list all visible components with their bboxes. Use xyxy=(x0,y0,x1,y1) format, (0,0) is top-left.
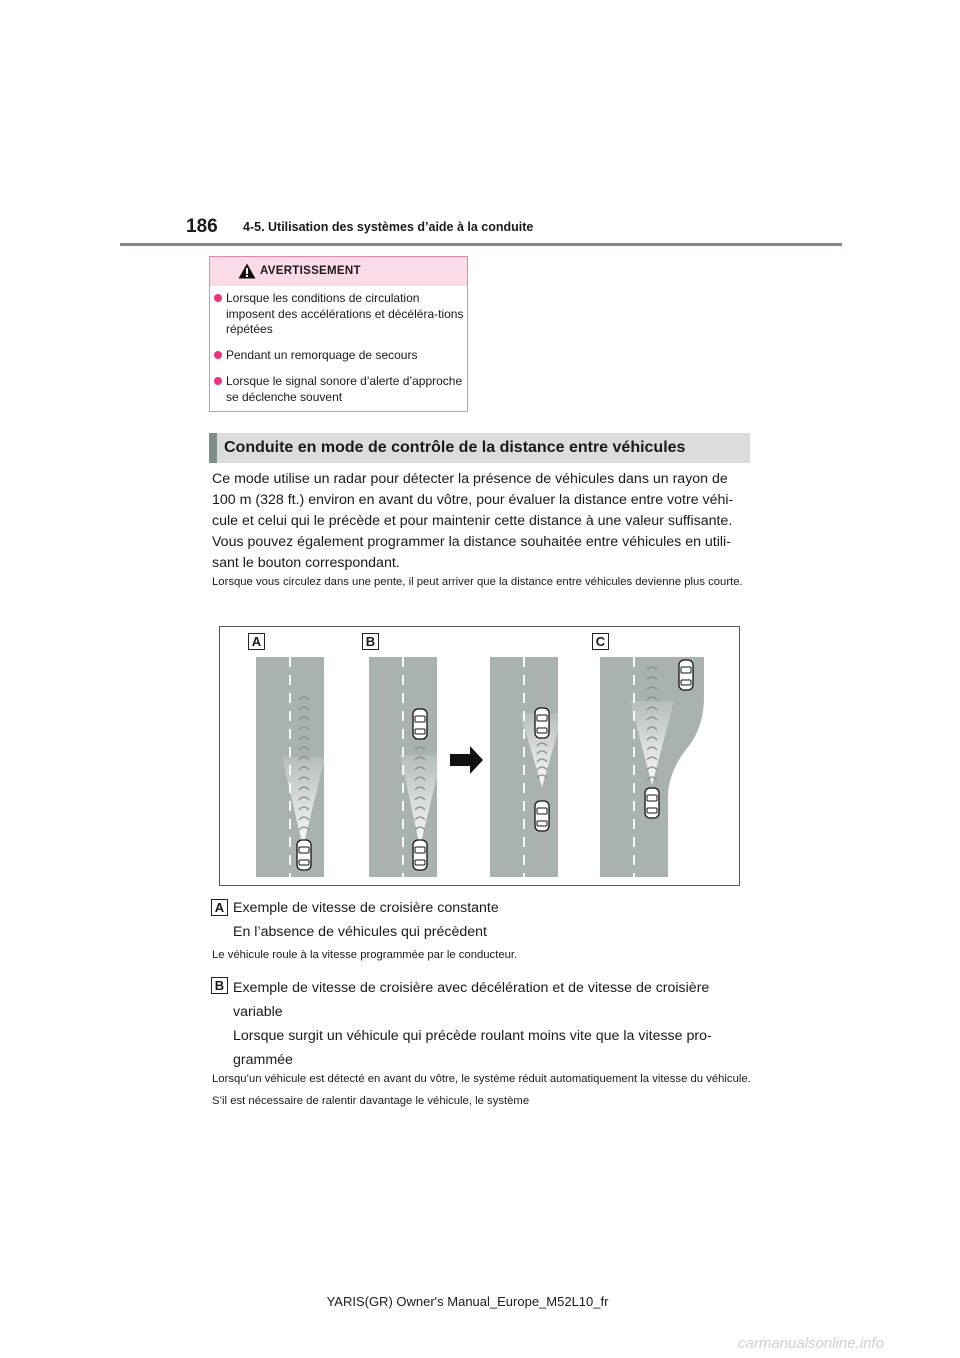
car-preceding-b2 xyxy=(535,708,549,738)
item-a-note: Le véhicule roule à la vitesse programmée par le conducteur. xyxy=(212,949,518,961)
section-heading: 4-5. Utilisation des systèmes d’aide à la conduite xyxy=(243,220,534,234)
car-own-c xyxy=(645,788,659,818)
warning-box xyxy=(209,256,468,412)
warning-icon xyxy=(238,263,256,279)
item-a-title: Exemple de vitesse de croisière constante xyxy=(233,900,499,916)
item-b-subtitle: Lorsque surgit un véhicule qui précède roulant moins vite que la vitesse pro-grammée xyxy=(233,1028,712,1068)
header-rule xyxy=(120,243,842,246)
watermark: carmanualsonline.info xyxy=(738,1335,884,1352)
item-a-tag: A xyxy=(211,899,228,916)
car-own-b2 xyxy=(535,801,549,831)
item-b-tag: B xyxy=(211,977,228,994)
warning-item xyxy=(226,348,464,364)
item-a-subtitle: En l’absence de véhicules qui précèdent xyxy=(233,924,487,940)
car-merging-c xyxy=(679,660,693,690)
figure-illustration xyxy=(220,627,741,887)
bullet-icon xyxy=(214,351,222,359)
warning-header xyxy=(210,257,467,286)
warning-item-text: Lorsque les conditions de circulation imposent des accélérations et décéléra-tions répétées xyxy=(226,291,464,336)
car-own-b1 xyxy=(413,840,427,870)
car-preceding-b1 xyxy=(413,709,427,739)
item-b-note: Lorsqu’un véhicule est détecté en avant du vôtre, le système réduit automatiquement la vitesse du véhicule. S’il est nécessaire de ralentir davantage le véhicule, le système xyxy=(212,1073,751,1107)
section-title: Conduite en mode de contrôle de la distance entre véhicules xyxy=(224,439,686,456)
section-title-bar xyxy=(209,433,217,463)
figure-label-b: B xyxy=(362,633,379,650)
warning-title: AVERTISSEMENT xyxy=(260,265,361,277)
item-b-title: Exemple de vitesse de croisière avec décélération et de vitesse de croisière variable xyxy=(233,980,710,1020)
figure xyxy=(219,626,740,886)
warning-item-text: Pendant un remorquage de secours xyxy=(226,348,418,362)
bullet-icon xyxy=(214,377,222,385)
warning-item xyxy=(226,291,464,338)
warning-item xyxy=(226,374,464,405)
bullet-icon xyxy=(214,294,222,302)
intro-paragraph: Ce mode utilise un radar pour détecter la présence de véhicules dans un rayon de 100 m (328 ft.) environ en avant du vôtre, pour évaluer la distance entre votre véhi-cule et celui qui le précède et pour maintenir cette distance à une valeur suffisante. Vous pouvez également programmer la distance souhaitée entre véhicules en utili-sant le bouton correspondant. xyxy=(212,471,734,571)
figure-label-a: A xyxy=(248,633,265,650)
section-title-band xyxy=(209,433,750,463)
warning-item-text: Lorsque le signal sonore d’alerte d’approche se déclenche souvent xyxy=(226,374,463,404)
figure-label-c: C xyxy=(592,633,609,650)
car-own-a xyxy=(297,840,311,870)
page-number: 186 xyxy=(186,216,218,237)
intro-note: Lorsque vous circulez dans une pente, il peut arriver que la distance entre véhicules devienne plus courte. xyxy=(212,576,743,588)
footer: YARIS(GR) Owner's Manual_Europe_M52L10_fr xyxy=(326,1294,609,1309)
right-arrow-icon xyxy=(450,746,483,774)
